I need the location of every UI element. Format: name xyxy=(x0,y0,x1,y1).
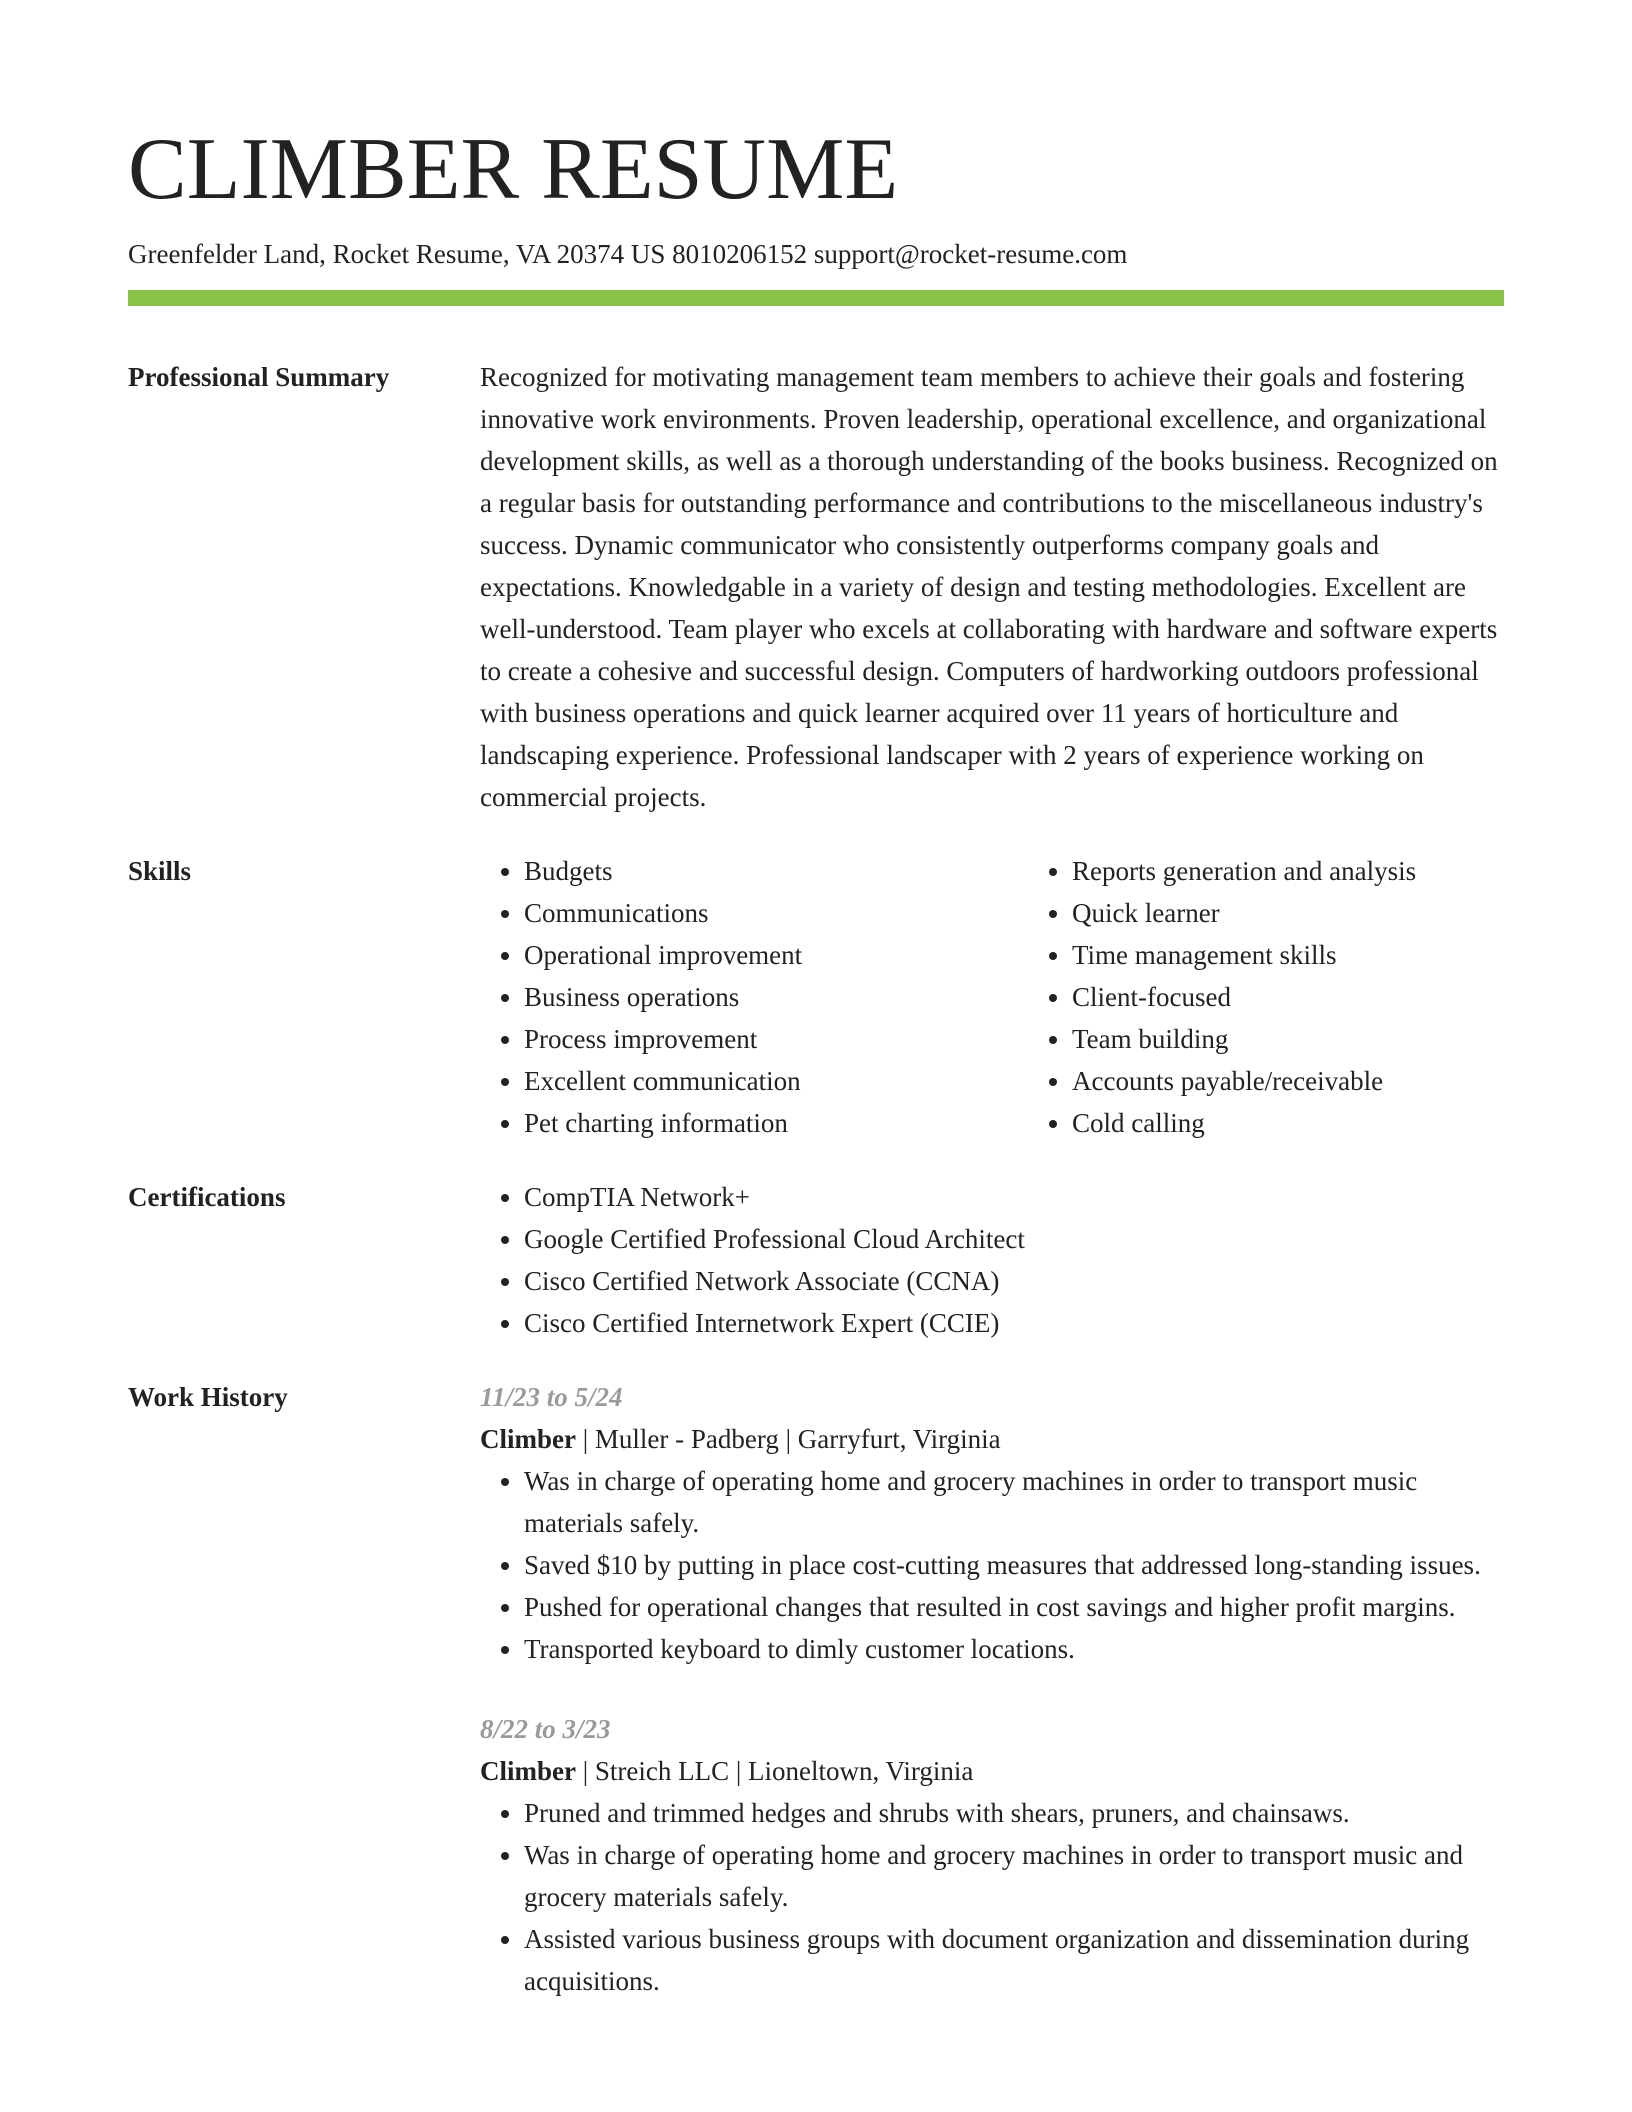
skill-item: • Time management skills xyxy=(1072,934,1576,976)
skill-item: • Budgets xyxy=(524,850,1028,892)
skills-list-right xyxy=(1028,850,1576,1144)
job-bullet: • Was in charge of operating home and grocery machines in order to transport music materials safely. xyxy=(524,1460,1504,1544)
job-details: | Streich LLC | Lioneltown, Virginia xyxy=(575,1756,974,1786)
skill-item: • Quick learner xyxy=(1072,892,1576,934)
job-title: Climber xyxy=(480,1424,576,1454)
resume-name: CLIMBER RESUME xyxy=(128,121,899,218)
job-bullets xyxy=(480,1460,1504,1670)
job-title: Climber xyxy=(480,1756,576,1786)
work-history-label: Work History xyxy=(128,1382,288,1412)
job-entry xyxy=(480,1708,1504,2002)
job-bullet: • Pushed for operational changes that resulted in cost savings and higher profit margins. xyxy=(524,1586,1504,1628)
certification-item: • CompTIA Network+ xyxy=(524,1176,1504,1218)
job-bullet: • Was in charge of operating home and grocery machines in order to transport music and grocery materials safely. xyxy=(524,1834,1504,1918)
summary-text: Recognized for motivating management team members to achieve their goals and fostering innovative work environments. Proven leadership, operational excellence, and organizational development skills, as well as a thorough understanding of the books business. Recognized on a regular basis for outstanding performance and contributions to the miscellaneous industry's success. Dynamic communicator who consistently outperforms company goals and expectations. Knowledgable in a variety of design and testing methodologies. Excellent are well-understood. Team player who excels at collaborating with hardware and software experts to create a cohesive and successful design. Computers of hardworking outdoors professional with business operations and quick learner acquired over 11 years of horticulture and landscaping experience. Professional landscaper with 2 years of experience working on commercial projects. xyxy=(480,362,1498,812)
skills-label: Skills xyxy=(128,856,192,886)
contact-phone: 8010206152 xyxy=(672,239,808,269)
certifications-body xyxy=(480,1176,1504,1344)
skill-item: • Cold calling xyxy=(1072,1102,1576,1144)
skills-grid xyxy=(480,850,1576,1144)
job-title-line xyxy=(480,1418,1504,1460)
job-details: | Muller - Padberg | Garryfurt, Virginia xyxy=(575,1424,1001,1454)
work-history-body xyxy=(480,1376,1504,2002)
certifications-list xyxy=(480,1176,1504,1344)
contact-line xyxy=(128,236,1504,272)
contact-email: support@rocket-resume.com xyxy=(813,239,1128,269)
certification-item: • Cisco Certified Internetwork Expert (CCIE) xyxy=(524,1302,1504,1344)
certification-item: • Google Certified Professional Cloud Architect xyxy=(524,1218,1504,1260)
skill-item: • Excellent communication xyxy=(524,1060,1028,1102)
job-bullet: • Saved $10 by putting in place cost-cutting measures that addressed long-standing issues. xyxy=(524,1544,1504,1586)
certifications-label: Certifications xyxy=(128,1182,286,1212)
skill-item: • Pet charting information xyxy=(524,1102,1028,1144)
job-bullet: • Assisted various business groups with document organization and dissemination during acquisitions. xyxy=(524,1918,1504,2002)
job-bullet: • Pruned and trimmed hedges and shrubs with shears, pruners, and chainsaws. xyxy=(524,1792,1504,1834)
job-entry xyxy=(480,1376,1504,1670)
summary-body xyxy=(480,356,1504,818)
skills-list-left xyxy=(480,850,1028,1144)
certification-item: • Cisco Certified Network Associate (CCNA) xyxy=(524,1260,1504,1302)
job-title-line xyxy=(480,1750,1504,1792)
contact-address: Greenfelder Land, Rocket Resume, VA 20374 US xyxy=(128,239,666,269)
summary-section xyxy=(128,356,1504,818)
job-bullet: • Transported keyboard to dimly customer locations. xyxy=(524,1628,1504,1670)
accent-divider xyxy=(128,290,1504,306)
skill-item: • Communications xyxy=(524,892,1028,934)
job-bullets xyxy=(480,1792,1504,2002)
skill-item: • Operational improvement xyxy=(524,934,1028,976)
skill-item: • Team building xyxy=(1072,1018,1576,1060)
work-history-section xyxy=(128,1376,1504,2002)
skills-section xyxy=(128,850,1504,1144)
certifications-section xyxy=(128,1176,1504,1344)
job-dates: 11/23 to 5/24 xyxy=(480,1382,623,1412)
skill-item: • Process improvement xyxy=(524,1018,1028,1060)
skill-item: • Accounts payable/receivable xyxy=(1072,1060,1576,1102)
job-dates: 8/22 to 3/23 xyxy=(480,1714,611,1744)
skill-item: • Reports generation and analysis xyxy=(1072,850,1576,892)
skill-item: • Business operations xyxy=(524,976,1028,1018)
summary-label: Professional Summary xyxy=(128,362,390,392)
skill-item: • Client-focused xyxy=(1072,976,1576,1018)
